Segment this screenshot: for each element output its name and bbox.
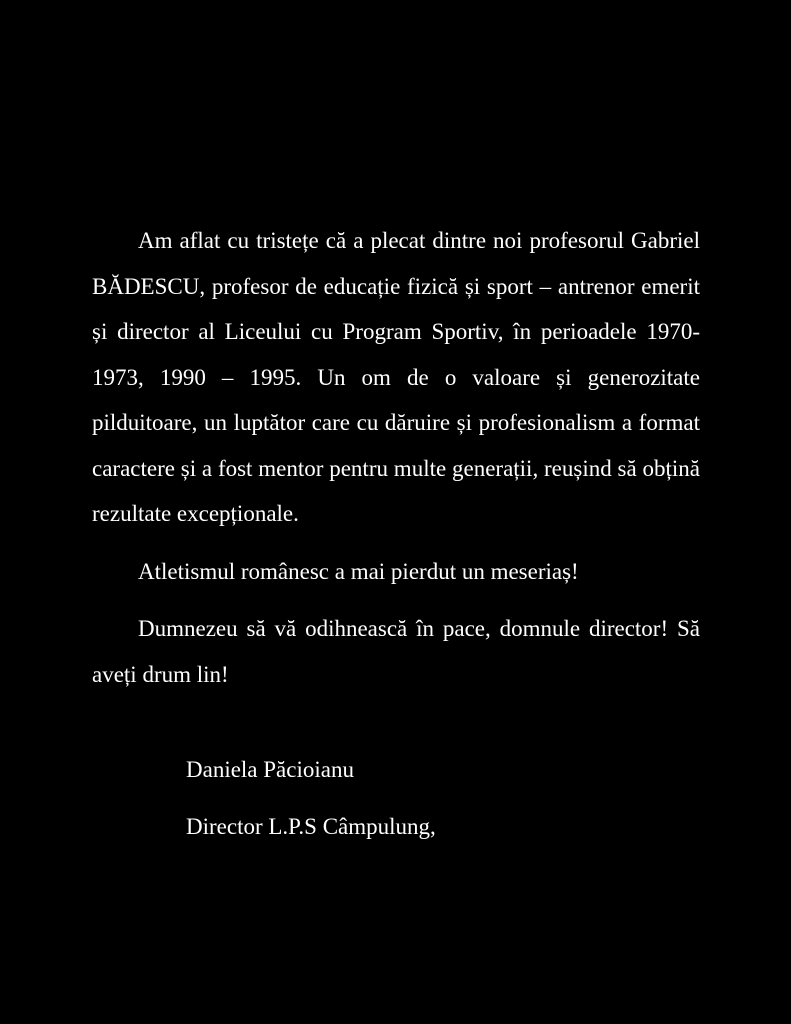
letter-body [92,218,700,697]
signature-name: Daniela Păcioianu [186,757,354,782]
signature-title: Director L.P.S Câmpulung, [186,814,436,839]
paragraph-tribute: Am aflat cu tristețe că a plecat dintre noi profesorul Gabriel BĂDESCU, profesor de educație fizică și sport – antrenor emerit și director al Liceului cu Program Sportiv, în perioadele 1970-1973, 1990 – 1995. Un om de o valoare și generozitate pilduitoare, un luptător care cu dăruire și profesionalism a format caractere și a fost mentor pentru multe generații, reușind să obțină rezultate excepționale. [92,228,700,526]
paragraph-farewell: Dumnezeu să vă odihnească în pace, domnule director! Să aveți drum lin! [92,616,700,687]
paragraph-athletics: Atletismul românesc a mai pierdut un meseriaș! [138,558,579,584]
